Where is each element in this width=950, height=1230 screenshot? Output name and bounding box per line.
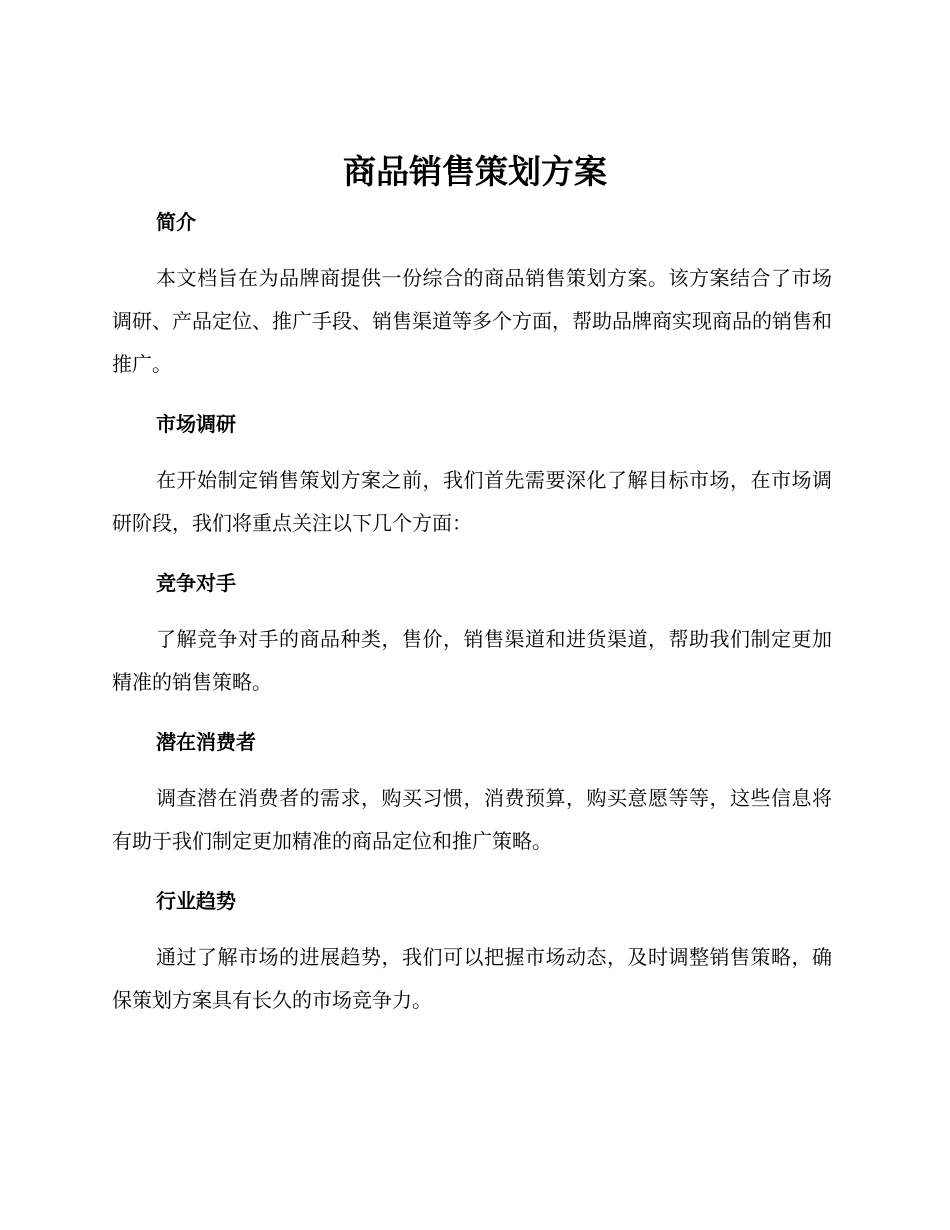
document-body bbox=[112, 200, 832, 1022]
document-title: 商品销售策划方案 bbox=[343, 152, 607, 191]
section-heading-competitors: 竞争对手 bbox=[156, 571, 236, 595]
section-paragraph-potential-consumers: 调查潜在消费者的需求，购买习惯，消费预算，购买意愿等等，这些信息将有助于我们制定更加精准的商品定位和推广策略。 bbox=[112, 786, 832, 853]
section-paragraph-industry-trends: 通过了解市场的进展趋势，我们可以把握市场动态，及时调整销售策略，确保策划方案具有长久的市场竞争力。 bbox=[112, 945, 832, 1012]
section-heading-market-research: 市场调研 bbox=[156, 412, 236, 436]
section-heading-industry-trends: 行业趋势 bbox=[156, 889, 236, 913]
section-heading-potential-consumers: 潜在消费者 bbox=[156, 730, 256, 754]
section-paragraph-intro: 本文档旨在为品牌商提供一份综合的商品销售策划方案。该方案结合了市场调研、产品定位、推广手段、销售渠道等多个方面，帮助品牌商实现商品的销售和推广。 bbox=[112, 266, 832, 376]
section-heading-intro: 简介 bbox=[156, 210, 196, 234]
section-paragraph-market-research: 在开始制定销售策划方案之前，我们首先需要深化了解目标市场，在市场调研阶段，我们将重点关注以下几个方面： bbox=[112, 468, 832, 535]
section-paragraph-competitors: 了解竞争对手的商品种类，售价，销售渠道和进货渠道，帮助我们制定更加精准的销售策略。 bbox=[112, 627, 832, 694]
